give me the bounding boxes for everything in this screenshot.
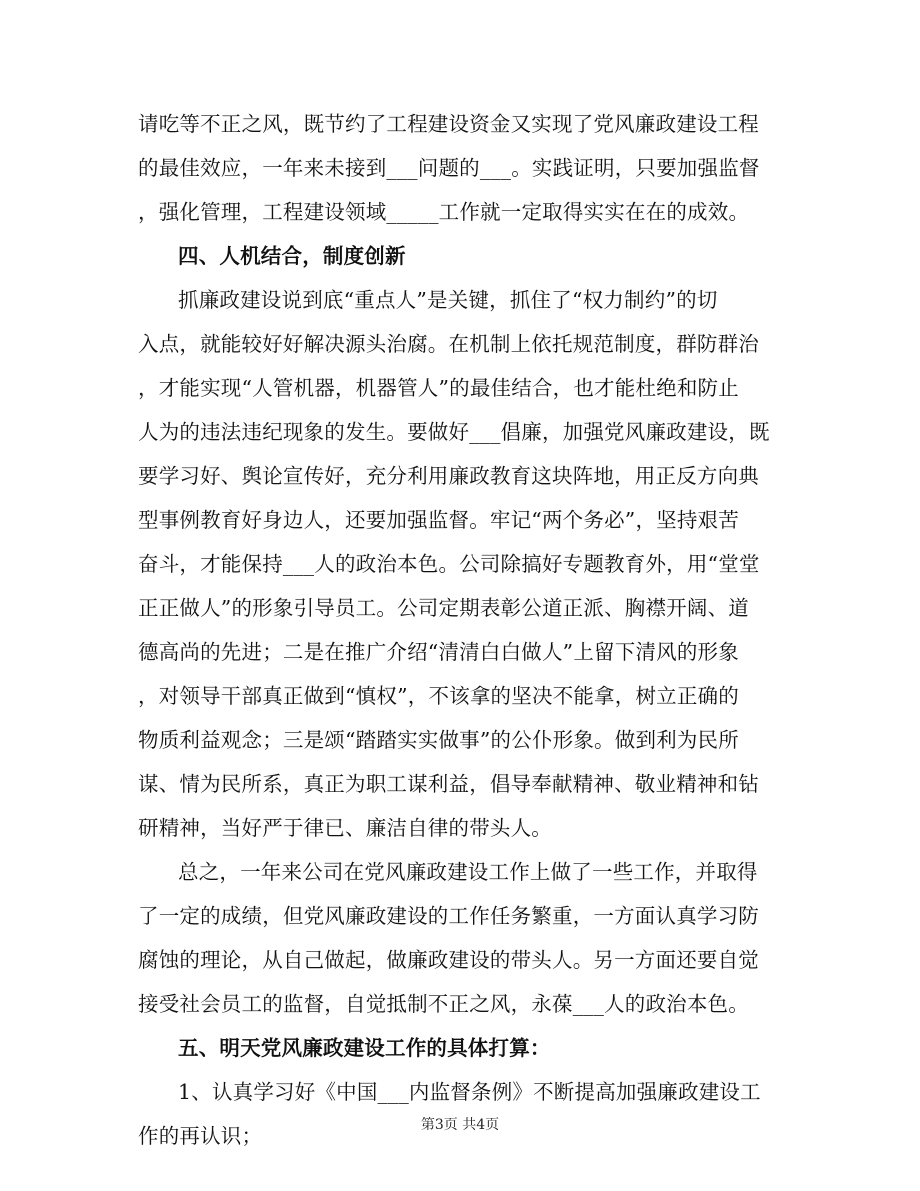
text-line: 腐蚀的理论，从自己做起，做廉政建设的带头人。另一方面还要自觉 <box>138 948 759 972</box>
document-body <box>138 102 783 1158</box>
text-line: 德高尚的先进；二是在推广介绍“清清白白做人”上留下清风的形象 <box>138 640 739 664</box>
text-line: 谋、情为民所系，真正为职工谋利益，倡导奉献精神、敬业精神和钻 <box>138 772 759 796</box>
text-line: 要学习好、舆论宣传好，充分利用廉政教育这块阵地，用正反方向典 <box>138 464 759 488</box>
text-line: 人为的违法违纪现象的发生。要做好___倡廉，加强党风廉政建设，既 <box>138 420 770 444</box>
text-line: ，强化管理，工程建设领域_____工作就一定取得实实在在的成效。 <box>138 200 750 224</box>
text-line: 1、认真学习好《中国___内监督条例》不断提高加强廉政建设工 <box>178 1080 761 1104</box>
text-line: 物质利益观念；三是颂“踏踏实实做事”的公仆形象。做到利为民所 <box>138 728 739 752</box>
text-line: 了一定的成绩，但党风廉政建设的工作任务繁重，一方面认真学习防 <box>138 904 759 928</box>
text-line: 型事例教育好身边人，还要加强监督。牢记“两个务必”，坚持艰苦 <box>138 508 739 532</box>
text-line: 接受社会员工的监督，自觉抵制不正之风，永葆___人的政治本色。 <box>138 992 749 1016</box>
text-line: ，对领导干部真正做到“慎权”，不该拿的坚决不能拿，树立正确的 <box>138 684 739 708</box>
text-line: 作的再认识； <box>138 1124 263 1148</box>
text-line: 正正做人”的形象引导员工。公司定期表彰公道正派、胸襟开阔、道 <box>138 596 749 620</box>
text-line: 入点，就能较好好解决源头治腐。在机制上依托规范制度，群防群治 <box>138 332 759 356</box>
page-number-footer: 第3页 共4页 <box>420 1117 500 1133</box>
section-heading: 五、明天党风廉政建设工作的具体打算： <box>178 1036 551 1060</box>
text-line: 请吃等不正之风，既节约了工程建设资金又实现了党风廉政建设工程 <box>138 112 759 136</box>
text-line: 抓廉政建设说到底“重点人”是关键，抓住了“权力制约”的切 <box>178 288 718 312</box>
text-line: 的最佳效应，一年来未接到___问题的___。实践证明，只要加强监督 <box>138 156 760 180</box>
text-line: 奋斗，才能保持___人的政治本色。公司除搞好专题教育外，用“堂堂 <box>138 552 760 576</box>
text-line: 总之，一年来公司在党风廉政建设工作上做了一些工作，并取得 <box>178 860 758 884</box>
text-line: 研精神，当好严于律已、廉洁自律的带头人。 <box>138 816 552 840</box>
text-line: ，才能实现“人管机器，机器管人”的最佳结合，也才能杜绝和防止 <box>138 376 739 400</box>
section-heading: 四、人机结合，制度创新 <box>178 244 406 268</box>
